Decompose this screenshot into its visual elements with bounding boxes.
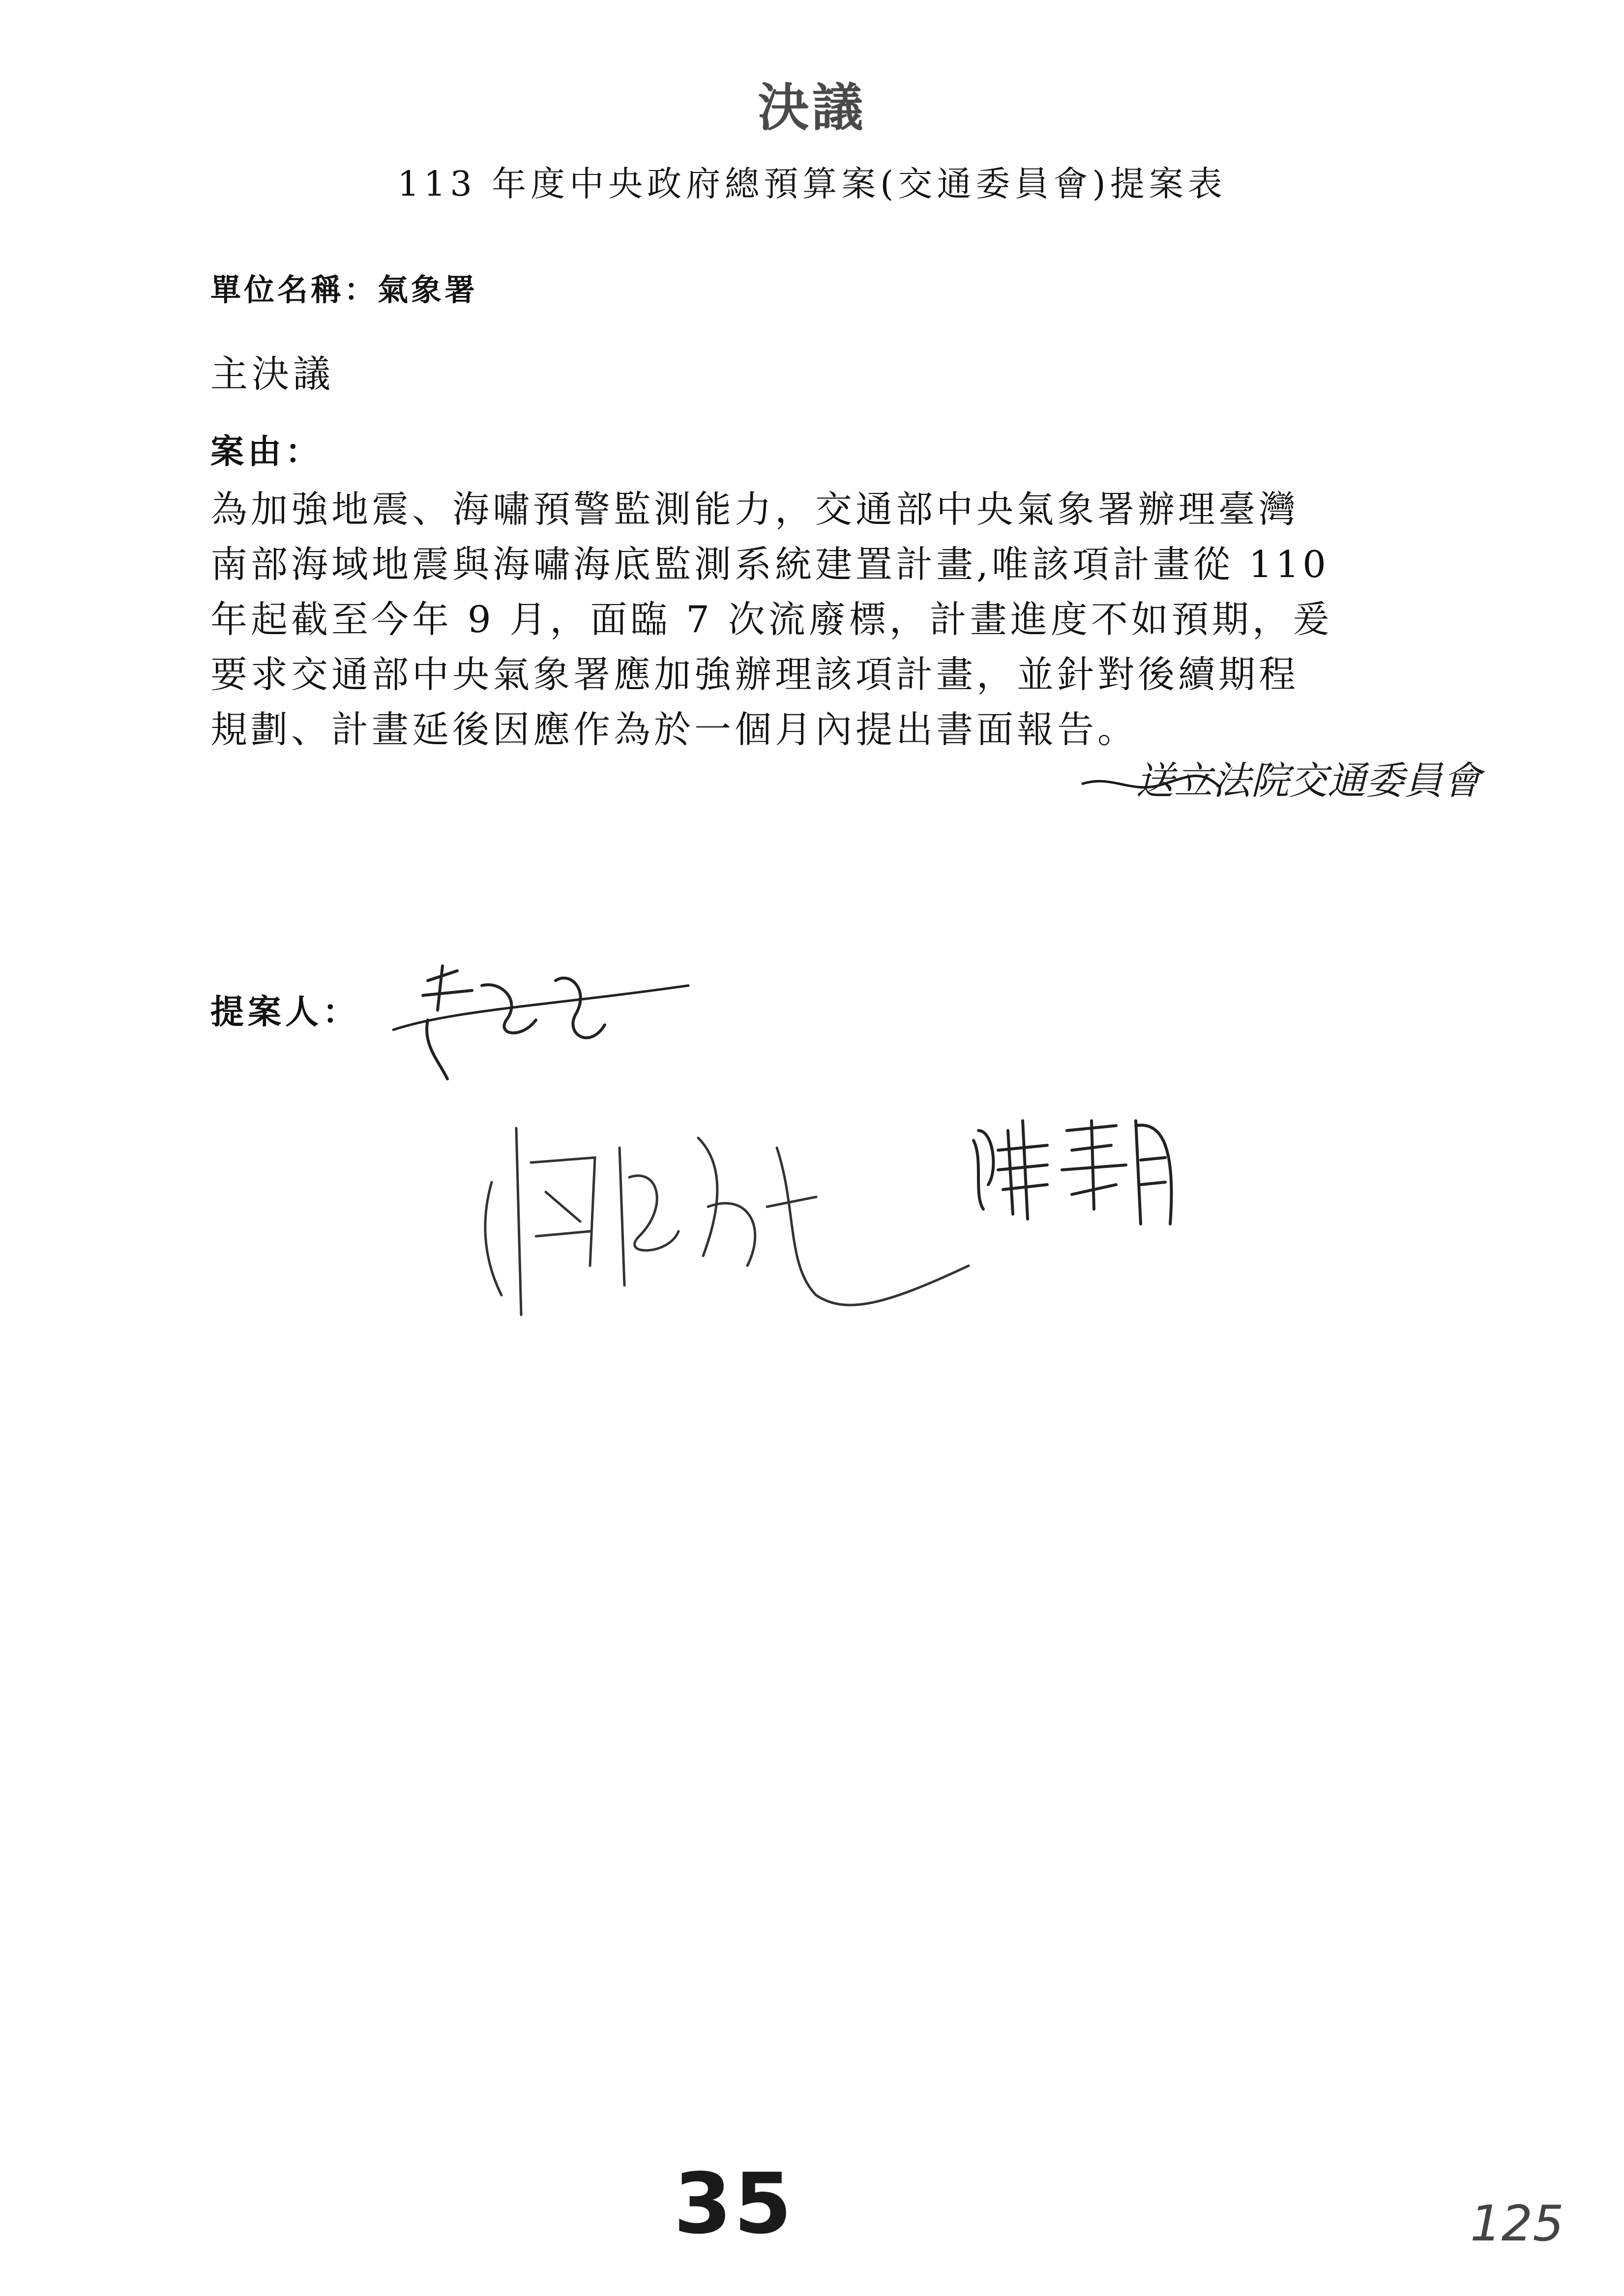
reason-line: 南部海域地震與海嘯海底監測系統建置計畫,唯該項計畫從 110 [210, 543, 1329, 586]
signature-2-strokes [472, 1108, 978, 1335]
decision-heading: 決議 [758, 78, 866, 138]
reason-line: 為加強地震、海嘯預警監測能力，交通部中央氣象署辦理臺灣 [210, 488, 1299, 531]
reason-line: 規劃、計畫延後因應作為於一個月內提出書面報告。 [210, 708, 1138, 751]
unit-name: 單位名稱：氣象署 [210, 272, 478, 308]
committee-notation-text: 送立法院交通委員會 [1136, 759, 1481, 803]
signature-1-strokes [374, 951, 698, 1089]
signature-3 [969, 1111, 1185, 1229]
proposer-label: 提案人： [210, 993, 360, 1032]
reason-body [210, 482, 1420, 757]
committee-notation [1072, 740, 1564, 823]
handwritten-number: 125 [1470, 2195, 1564, 2252]
page-number: 35 [674, 2155, 794, 2253]
signature-2 [472, 1108, 978, 1335]
signature-3-strokes [969, 1111, 1185, 1229]
reason-line: 年起截至今年 9 月，面臨 7 次流廢標，計畫進度不如預期，爰 [210, 598, 1333, 641]
reason-label: 案由： [210, 433, 323, 471]
resolution-type: 主決議 [210, 352, 334, 396]
reason-line: 要求交通部中央氣象署應加強辦理該項計畫，並針對後續期程 [210, 653, 1299, 696]
committee-notation-stroke [1072, 740, 1564, 823]
document-title: 113 年度中央政府總預算案(交通委員會)提案表 [397, 164, 1227, 204]
signature-1 [374, 951, 698, 1089]
